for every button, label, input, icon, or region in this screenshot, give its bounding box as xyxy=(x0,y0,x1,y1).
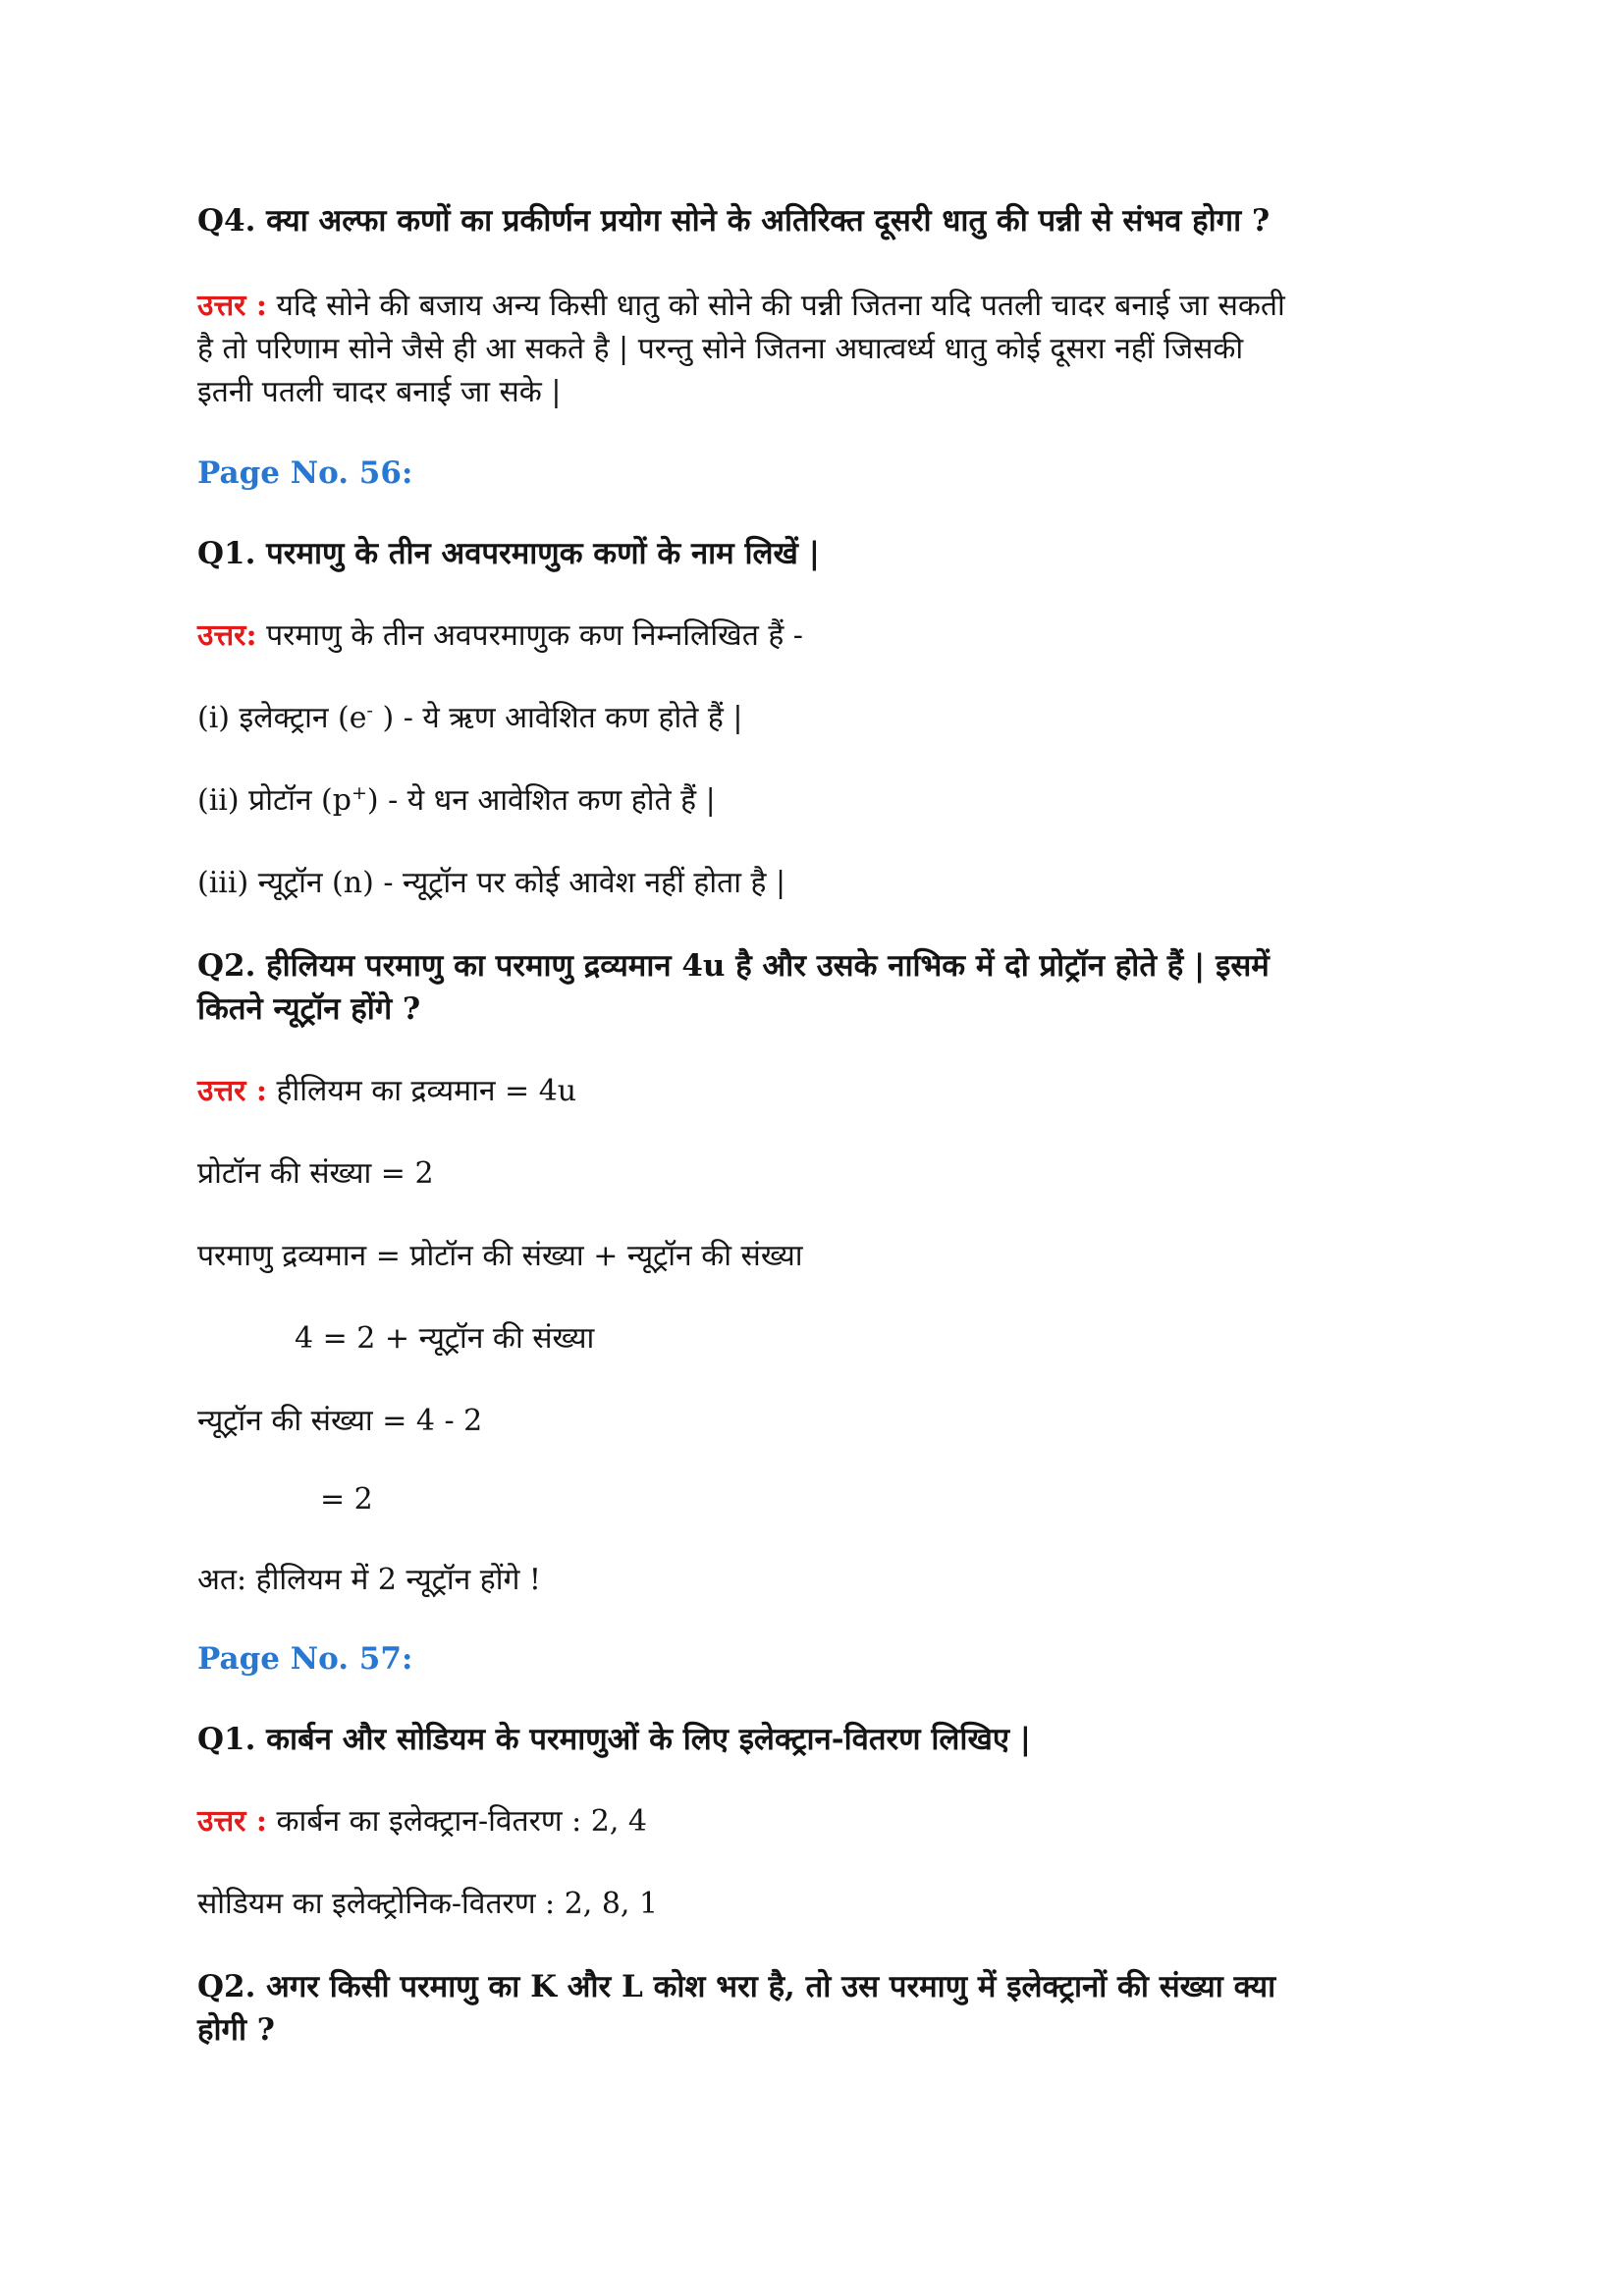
answer-text: परमाणु के तीन अवपरमाणुक कण निम्नलिखित हैं - xyxy=(266,618,803,653)
list-item-neutron xyxy=(197,862,785,905)
answer-label: उत्तर : xyxy=(197,1804,267,1839)
answer-p57-q1-line-2: सोडियम का इलेक्ट्रोनिक-वितरण : 2, 8, 1 xyxy=(197,1887,659,1921)
calc-step-3: 4 = 2 + न्यूट्रॉन की संख्या xyxy=(295,1321,595,1356)
answer-p56-q2 xyxy=(197,1070,576,1113)
calc-step-1: प्रोटॉन की संख्या = 2 xyxy=(197,1156,434,1191)
question-p57-q1: Q1. कार्बन और सोडियम के परमाणुओं के लिए इलेक्ट्रान-वितरण लिखिए | xyxy=(197,1722,1032,1757)
question-p57-q2-line-2: होगी ? xyxy=(197,2012,275,2048)
list-item-proton xyxy=(197,779,716,823)
superscript: + xyxy=(351,782,367,804)
answer-label: उत्तर: xyxy=(197,618,257,653)
list-item-text: ) - ये ऋण आवेशित कण होते हैं | xyxy=(372,701,743,735)
answer-label: उत्तर : xyxy=(197,289,267,323)
page-heading-57: Page No. 57: xyxy=(197,1641,413,1677)
superscript: - xyxy=(366,700,373,721)
calc-step-4: न्यूट्रॉन की संख्या = 4 - 2 xyxy=(197,1404,483,1438)
question-q4: Q4. क्या अल्फा कणों का प्रकीर्णन प्रयोग सोने के अतिरिक्त दूसरी धातु की पन्नी से संभव होगा ? xyxy=(197,203,1271,239)
answer-text: कार्बन का इलेक्ट्रान-वितरण : 2, 4 xyxy=(276,1804,648,1839)
question-p56-q1: Q1. परमाणु के तीन अवपरमाणुक कणों के नाम लिखें | xyxy=(197,536,820,571)
list-item-text: (i) इलेक्ट्रान (e xyxy=(197,701,367,735)
list-item-text: (ii) प्रोटॉन (p xyxy=(197,783,352,818)
calc-conclusion: अत: हीलियम में 2 न्यूट्रॉन होंगे ! xyxy=(197,1563,541,1597)
answer-q4-line-2: है तो परिणाम सोने जैसे ही आ सकते है | परन्तु सोने जितना अघात्वर्ध्य धातु कोई दूसरा नहीं जिसकी xyxy=(197,332,1244,366)
list-item-text: ) - ये धन आवेशित कण होते हैं | xyxy=(366,783,716,818)
answer-p56-q1 xyxy=(197,614,803,658)
question-p56-q2-line-2: कितने न्यूट्रॉन होंगे ? xyxy=(197,991,421,1027)
list-item-text: (iii) न्यूट्रॉन (n) - न्यूट्रॉन पर कोई आवेश नहीं होता है | xyxy=(197,866,786,900)
page-heading-56: Page No. 56: xyxy=(197,455,413,491)
question-p57-q2-line-1: Q2. अगर किसी परमाणु का K और L कोश भरा है, तो उस परमाणु में इलेक्ट्रानों की संख्या क्या xyxy=(197,1969,1276,2004)
answer-label: उत्तर : xyxy=(197,1074,267,1108)
question-p56-q2-line-1: Q2. हीलियम परमाणु का परमाणु द्रव्यमान 4u है और उसके नाभिक में दो प्रोट्रॉन होते हैं | इसमें xyxy=(197,948,1270,984)
answer-text: हीलियम का द्रव्यमान = 4u xyxy=(276,1074,577,1108)
answer-q4-line-3: इतनी पतली चादर बनाई जा सके | xyxy=(197,375,562,409)
answer-q4-line-1 xyxy=(197,285,1285,328)
calc-step-2: परमाणु द्रव्यमान = प्रोटॉन की संख्या + न्यूट्रॉन की संख्या xyxy=(197,1239,803,1273)
answer-text: यदि सोने की बजाय अन्य किसी धातु को सोने की पन्नी जितना यदि पतली चादर बनाई जा सकती xyxy=(276,289,1285,323)
answer-p57-q1 xyxy=(197,1800,647,1843)
calc-step-5: = 2 xyxy=(320,1482,373,1517)
list-item-electron xyxy=(197,697,742,740)
